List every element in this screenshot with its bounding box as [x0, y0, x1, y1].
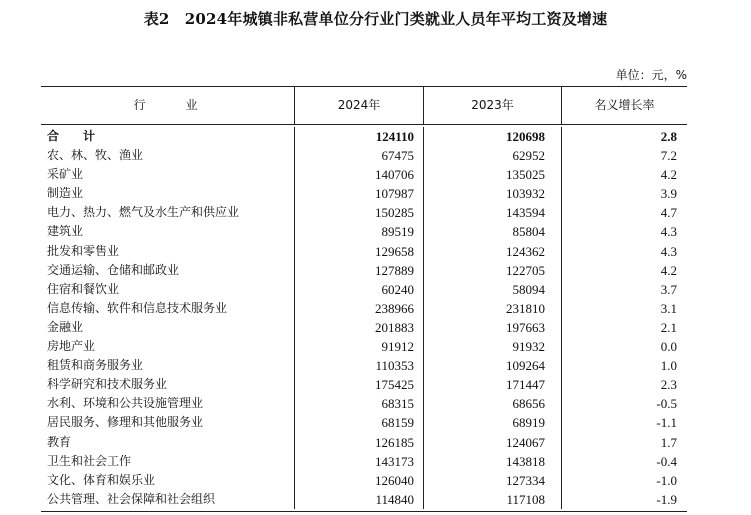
- table-row: [41, 318, 687, 337]
- growth-rate-cell: 3.9: [561, 184, 687, 203]
- wage-2024-cell: 110353: [294, 356, 423, 375]
- growth-rate-cell: 2.1: [561, 318, 687, 337]
- wage-2023-cell: 103932: [423, 184, 561, 203]
- wage-2023-cell: 124067: [423, 433, 561, 452]
- wage-2024-cell: 129658: [294, 242, 423, 261]
- wage-2024-cell: 60240: [294, 280, 423, 299]
- table-row: [41, 203, 687, 222]
- wage-2024-cell: 68159: [294, 413, 423, 432]
- wage-2023-cell: 135025: [423, 165, 561, 184]
- wage-2023-cell: 91932: [423, 337, 561, 356]
- wage-2024-cell: 91912: [294, 337, 423, 356]
- industry-cell: 金融业: [47, 319, 84, 334]
- header-growth-rate: 名义增长率: [561, 87, 687, 124]
- growth-rate-cell: 2.3: [561, 375, 687, 394]
- wage-2024-cell: 143173: [294, 452, 423, 471]
- wage-2024-cell: 126185: [294, 433, 423, 452]
- wage-2024-cell: 67475: [294, 146, 423, 165]
- wage-2023-cell: 143818: [423, 452, 561, 471]
- industry-cell: 卫生和社会工作: [47, 453, 132, 468]
- industry-cell: 信息传输、软件和信息技术服务业: [47, 300, 228, 315]
- wage-2023-cell: 85804: [423, 222, 561, 241]
- table-row: [41, 146, 687, 165]
- wage-2024-cell: 238966: [294, 299, 423, 318]
- wage-2023-cell: 58094: [423, 280, 561, 299]
- table-row: [41, 337, 687, 356]
- growth-rate-cell: -0.5: [561, 394, 687, 413]
- growth-rate-cell: 1.7: [561, 433, 687, 452]
- industry-cell: 教育: [47, 434, 72, 449]
- industry-cell: 科学研究和技术服务业: [47, 377, 168, 392]
- table-row: [41, 394, 687, 413]
- industry-cell: 电力、热力、燃气及水生产和供应业: [47, 205, 240, 220]
- table-row: [41, 299, 687, 318]
- growth-rate-cell: -1.9: [561, 490, 687, 509]
- growth-rate-cell: 1.0: [561, 356, 687, 375]
- wage-2023-cell: 231810: [423, 299, 561, 318]
- table-row: [41, 433, 687, 452]
- wage-2023-cell: 171447: [423, 375, 561, 394]
- growth-rate-cell: 4.7: [561, 203, 687, 222]
- growth-rate-cell: 3.7: [561, 280, 687, 299]
- wage-2023-cell: 117108: [423, 490, 561, 509]
- industry-cell: 建筑业: [47, 224, 84, 239]
- wage-2023-cell: 68919: [423, 413, 561, 432]
- industry-cell: 住宿和餐饮业: [47, 281, 120, 296]
- growth-rate-cell: 4.2: [561, 165, 687, 184]
- industry-cell: 合 计: [47, 129, 102, 143]
- table-row: [41, 184, 687, 203]
- industry-cell: 批发和零售业: [47, 243, 120, 258]
- table-row: [41, 490, 687, 509]
- wage-2024-cell: 150285: [294, 203, 423, 222]
- total-row: [41, 127, 687, 146]
- growth-rate-cell: 2.8: [561, 127, 687, 146]
- industry-cell: 租赁和商务服务业: [47, 358, 144, 373]
- growth-rate-cell: 4.2: [561, 261, 687, 280]
- unit-note: 单位：元，%: [615, 68, 687, 82]
- growth-rate-cell: 3.1: [561, 299, 687, 318]
- growth-rate-cell: 4.3: [561, 242, 687, 261]
- industry-cell: 交通运输、仓储和邮政业: [47, 262, 180, 277]
- wage-2024-cell: 175425: [294, 375, 423, 394]
- wage-2024-cell: 201883: [294, 318, 423, 337]
- wage-2024-cell: 114840: [294, 490, 423, 509]
- growth-rate-cell: 0.0: [561, 337, 687, 356]
- wage-2024-cell: 124110: [294, 127, 423, 146]
- wage-2023-cell: 197663: [423, 318, 561, 337]
- wage-2023-cell: 127334: [423, 471, 561, 490]
- industry-cell: 采矿业: [47, 167, 84, 182]
- wage-2023-cell: 62952: [423, 146, 561, 165]
- table-body: [41, 125, 687, 511]
- industry-cell: 公共管理、社会保障和社会组织: [47, 491, 216, 506]
- wage-2024-cell: 127889: [294, 261, 423, 280]
- wage-2023-cell: 68656: [423, 394, 561, 413]
- header-industry: 行 业: [133, 98, 212, 112]
- wage-2024-cell: 140706: [294, 165, 423, 184]
- table-row: [41, 356, 687, 375]
- wage-table: [41, 86, 687, 512]
- table-header-row: [41, 87, 687, 125]
- wage-2024-cell: 68315: [294, 394, 423, 413]
- growth-rate-cell: 4.3: [561, 222, 687, 241]
- wage-2024-cell: 126040: [294, 471, 423, 490]
- growth-rate-cell: -1.0: [561, 471, 687, 490]
- industry-cell: 房地产业: [47, 339, 96, 354]
- wage-2023-cell: 122705: [423, 261, 561, 280]
- table-title: 表2 2024年城镇非私营单位分行业门类就业人员年平均工资及增速: [143, 10, 608, 28]
- industry-cell: 居民服务、修理和其他服务业: [47, 415, 204, 430]
- header-2023: 2023年: [423, 87, 561, 124]
- table-row: [41, 222, 687, 241]
- growth-rate-cell: -0.4: [561, 452, 687, 471]
- industry-cell: 水利、环境和公共设施管理业: [47, 396, 204, 411]
- wage-2023-cell: 120698: [423, 127, 561, 146]
- wage-2023-cell: 124362: [423, 242, 561, 261]
- growth-rate-cell: -1.1: [561, 413, 687, 432]
- header-2024: 2024年: [294, 87, 423, 124]
- table-row: [41, 452, 687, 471]
- industry-cell: 农、林、牧、渔业: [47, 148, 144, 163]
- table-row: [41, 261, 687, 280]
- table-row: [41, 242, 687, 261]
- table-row: [41, 280, 687, 299]
- industry-cell: 文化、体育和娱乐业: [47, 472, 156, 487]
- growth-rate-cell: 7.2: [561, 146, 687, 165]
- wage-2024-cell: 107987: [294, 184, 423, 203]
- industry-cell: 制造业: [47, 186, 84, 201]
- table-row: [41, 165, 687, 184]
- table-row: [41, 413, 687, 432]
- wage-2024-cell: 89519: [294, 222, 423, 241]
- wage-2023-cell: 109264: [423, 356, 561, 375]
- wage-2023-cell: 143594: [423, 203, 561, 222]
- table-row: [41, 375, 687, 394]
- table-row: [41, 471, 687, 490]
